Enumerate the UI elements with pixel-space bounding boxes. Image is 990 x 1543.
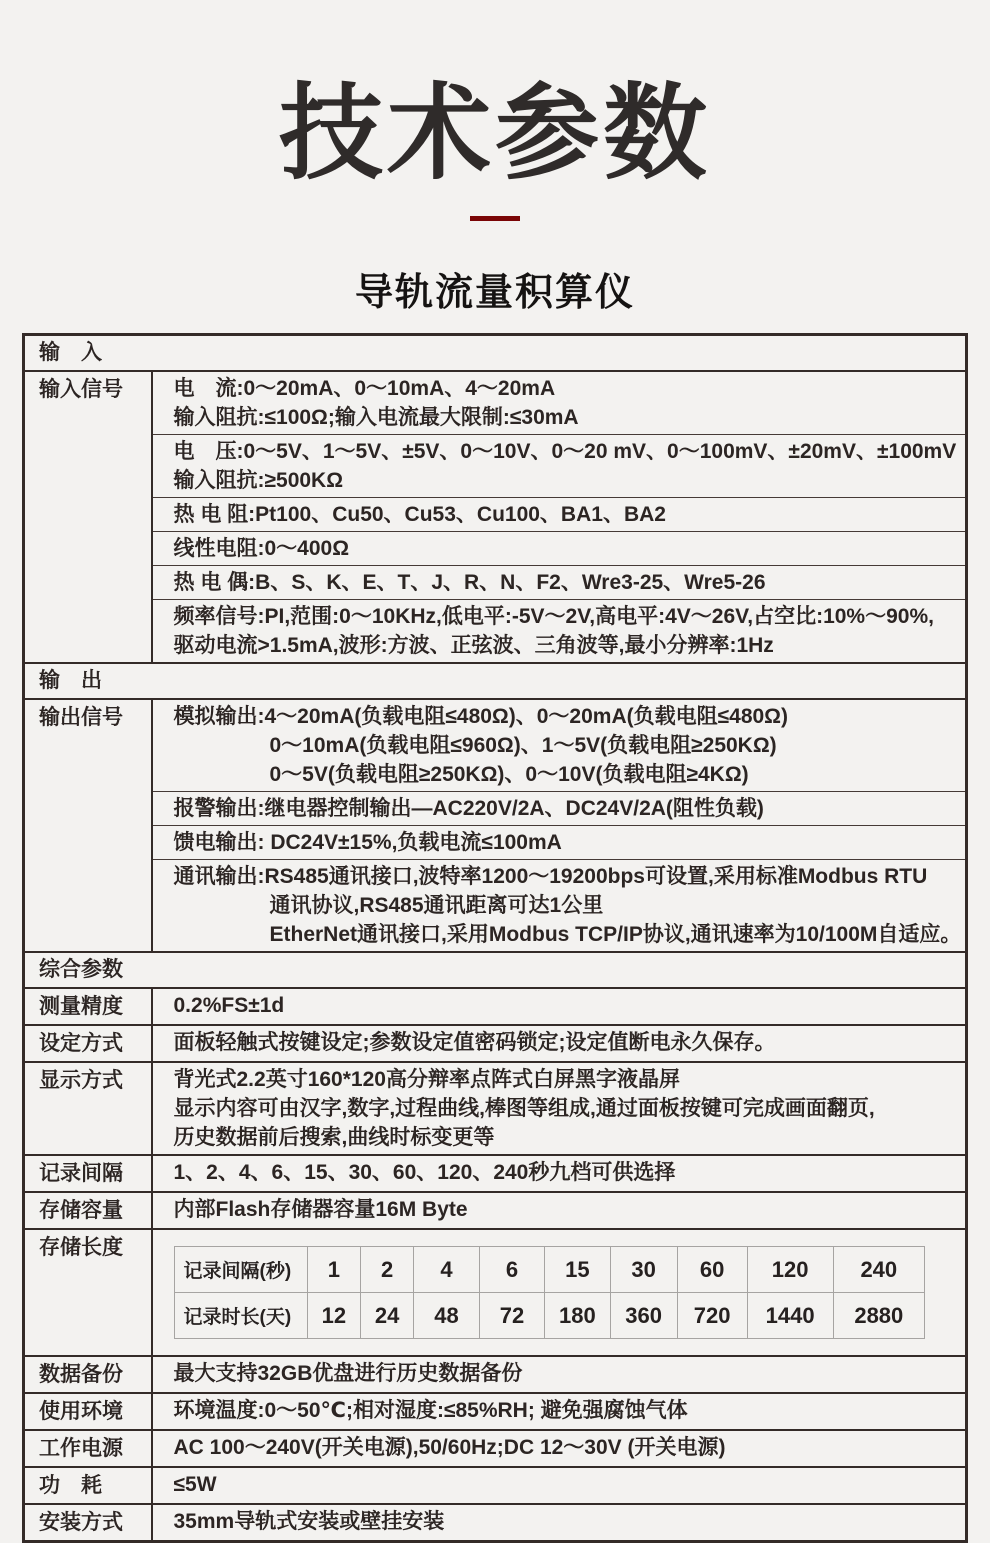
row-label-storage-length: 存储长度 xyxy=(24,1229,152,1356)
row-output-alarm xyxy=(24,792,967,826)
cell-power-supply xyxy=(152,1430,967,1467)
row-output-comm xyxy=(24,860,967,953)
storage-interval-value: 60 xyxy=(677,1247,747,1293)
page-subtitle: 导轨流量积算仪 xyxy=(354,272,635,315)
row-label-operating-environment: 使用环境 xyxy=(24,1393,152,1430)
value-line: 输入阻抗:≥500KΩ xyxy=(173,469,344,493)
row-input-frequency xyxy=(24,600,967,664)
section-row-general xyxy=(24,952,967,988)
value-line: 0～10mA(负载电阻≤960Ω)、1～5V(负载电阻≥250KΩ) xyxy=(269,734,777,758)
storage-duration-value: 24 xyxy=(360,1293,413,1339)
row-input-voltage xyxy=(24,435,967,498)
row-label-data-backup: 数据备份 xyxy=(24,1356,152,1393)
value-line: 显示内容可由汉字,数字,过程曲线,棒图等组成,通过面板按键可完成画面翻页, xyxy=(173,1097,875,1121)
row-operating-environment xyxy=(24,1393,967,1430)
cell-input-voltage xyxy=(152,435,967,498)
value-line: 频率信号:PI,范围:0～10KHz,低电平:-5V～2V,高电平:4V～26V,占空比:10%～90%, xyxy=(173,605,934,629)
value-line: 环境温度:0～50℃;相对湿度:≤85%RH; 避免强腐蚀气体 xyxy=(173,1399,688,1423)
value-line: 0～5V(负载电阻≥250KΩ)、0～10V(负载电阻≥4KΩ) xyxy=(269,763,749,787)
row-storage-length xyxy=(24,1229,967,1356)
row-label-output-signal: 输出信号 xyxy=(24,699,152,952)
storage-interval-header: 记录间隔(秒) xyxy=(174,1247,307,1293)
storage-interval-value: 1 xyxy=(307,1247,360,1293)
storage-duration-value: 12 xyxy=(307,1293,360,1339)
value-line: 馈电输出: DC24V±15%,负载电流≤100mA xyxy=(173,831,562,855)
value-line: 电 流:0～20mA、0～10mA、4～20mA xyxy=(173,377,556,401)
cell-operating-environment xyxy=(152,1393,967,1430)
section-row-input xyxy=(24,335,967,372)
storage-duration-value: 180 xyxy=(545,1293,610,1339)
spec-table xyxy=(22,333,968,1543)
title-accent-dash xyxy=(470,216,520,221)
cell-storage-capacity xyxy=(152,1192,967,1229)
value-line: 通讯输出:RS485通讯接口,波特率1200～19200bps可设置,采用标准Modbus RTU xyxy=(173,865,928,889)
value-line: 35mm导轨式安装或壁挂安装 xyxy=(173,1510,445,1534)
storage-interval-value: 4 xyxy=(414,1247,479,1293)
section-row-output xyxy=(24,663,967,699)
row-setting-method xyxy=(24,1025,967,1062)
row-data-backup xyxy=(24,1356,967,1393)
value-line: 热 电 偶:B、S、K、E、T、J、R、N、F2、Wre3-25、Wre5-26 xyxy=(173,571,766,595)
section-header-output: 输 出 xyxy=(24,663,967,699)
storage-interval-value: 30 xyxy=(610,1247,677,1293)
cell-display-method xyxy=(152,1062,967,1155)
storage-duration-value: 360 xyxy=(610,1293,677,1339)
row-label-input-signal: 输入信号 xyxy=(24,371,152,663)
cell-measuring-accuracy xyxy=(152,988,967,1025)
cell-output-alarm xyxy=(152,792,967,826)
row-output-signal xyxy=(24,699,967,792)
storage-length-table xyxy=(174,1246,926,1339)
storage-duration-value: 1440 xyxy=(747,1293,833,1339)
value-line: 电 压:0～5V、1～5V、±5V、0～10V、0～20 mV、0～100mV、±20mV、±100mV xyxy=(173,440,957,464)
row-input-linear-resistance xyxy=(24,532,967,566)
cell-input-current xyxy=(152,371,967,435)
value-line: 报警输出:继电器控制输出—AC220V/2A、DC24V/2A(阻性负载) xyxy=(173,797,764,821)
storage-duration-value: 48 xyxy=(414,1293,479,1339)
storage-interval-value: 15 xyxy=(545,1247,610,1293)
cell-record-interval xyxy=(152,1155,967,1192)
row-measuring-accuracy xyxy=(24,988,967,1025)
value-line: 内部Flash存储器容量16M Byte xyxy=(173,1198,468,1222)
storage-duration-row xyxy=(174,1293,925,1339)
value-line: 驱动电流>1.5mA,波形:方波、正弦波、三角波等,最小分辨率:1Hz xyxy=(173,634,774,658)
cell-data-backup xyxy=(152,1356,967,1393)
row-input-thermocouple xyxy=(24,566,967,600)
cell-storage-length xyxy=(152,1229,967,1356)
row-label-setting-method: 设定方式 xyxy=(24,1025,152,1062)
storage-interval-value: 2 xyxy=(360,1247,413,1293)
cell-output-feed xyxy=(152,826,967,860)
row-label-storage-capacity: 存储容量 xyxy=(24,1192,152,1229)
storage-duration-value: 72 xyxy=(479,1293,544,1339)
value-line: 历史数据前后搜索,曲线时标变更等 xyxy=(173,1126,495,1150)
row-storage-capacity xyxy=(24,1192,967,1229)
storage-duration-value: 2880 xyxy=(833,1293,924,1339)
value-line: 模拟输出:4～20mA(负载电阻≤480Ω)、0～20mA(负载电阻≤480Ω) xyxy=(173,705,789,729)
value-line: 通讯协议,RS485通讯距离可达1公里 xyxy=(269,894,604,918)
cell-mounting-method xyxy=(152,1504,967,1542)
cell-output-analog xyxy=(152,699,967,792)
row-label-record-interval: 记录间隔 xyxy=(24,1155,152,1192)
row-label-power-consumption: 功 耗 xyxy=(24,1467,152,1504)
cell-power-consumption xyxy=(152,1467,967,1504)
storage-duration-header: 记录时长(天) xyxy=(174,1293,307,1339)
cell-input-thermocouple xyxy=(152,566,967,600)
value-line: 1、2、4、6、15、30、60、120、240秒九档可供选择 xyxy=(173,1161,676,1185)
row-label-display-method: 显示方式 xyxy=(24,1062,152,1155)
value-line: 背光式2.2英寸160*120高分辩率点阵式白屏黑字液晶屏 xyxy=(173,1068,680,1092)
value-line: AC 100～240V(开关电源),50/60Hz;DC 12～30V (开关电源) xyxy=(173,1436,726,1460)
row-record-interval xyxy=(24,1155,967,1192)
value-line: ≤5W xyxy=(173,1473,217,1497)
value-line: 热 电 阻:Pt100、Cu50、Cu53、Cu100、BA1、BA2 xyxy=(173,503,666,527)
storage-interval-value: 120 xyxy=(747,1247,833,1293)
row-power-consumption xyxy=(24,1467,967,1504)
value-line: 最大支持32GB优盘进行历史数据备份 xyxy=(173,1362,523,1386)
value-line: 线性电阻:0～400Ω xyxy=(173,537,350,561)
spec-table-container xyxy=(22,333,968,1543)
value-line: 面板轻触式按键设定;参数设定值密码锁定;设定值断电永久保存。 xyxy=(173,1031,776,1055)
cell-output-comm xyxy=(152,860,967,953)
cell-input-linear-resistance xyxy=(152,532,967,566)
storage-interval-value: 240 xyxy=(833,1247,924,1293)
cell-input-rtd xyxy=(152,498,967,532)
section-header-general: 综合参数 xyxy=(24,952,967,988)
row-label-power-supply: 工作电源 xyxy=(24,1430,152,1467)
storage-interval-row xyxy=(174,1247,925,1293)
cell-input-frequency xyxy=(152,600,967,664)
row-input-rtd xyxy=(24,498,967,532)
row-label-mounting-method: 安装方式 xyxy=(24,1504,152,1542)
storage-interval-value: 6 xyxy=(479,1247,544,1293)
value-line: 0.2%FS±1d xyxy=(173,994,285,1018)
storage-duration-value: 720 xyxy=(677,1293,747,1339)
page-title: 技术参数 xyxy=(278,76,711,192)
row-power-supply xyxy=(24,1430,967,1467)
section-header-input: 输 入 xyxy=(24,335,967,372)
row-output-feed xyxy=(24,826,967,860)
row-mounting-method xyxy=(24,1504,967,1542)
page-header xyxy=(0,0,990,316)
row-input-signal xyxy=(24,371,967,435)
row-display-method xyxy=(24,1062,967,1155)
cell-setting-method xyxy=(152,1025,967,1062)
value-line: 输入阻抗:≤100Ω;输入电流最大限制:≤30mA xyxy=(173,406,579,430)
value-line: EtherNet通讯接口,采用Modbus TCP/IP协议,通讯速率为10/100M自适应。 xyxy=(269,923,962,947)
row-label-measuring-accuracy: 测量精度 xyxy=(24,988,152,1025)
